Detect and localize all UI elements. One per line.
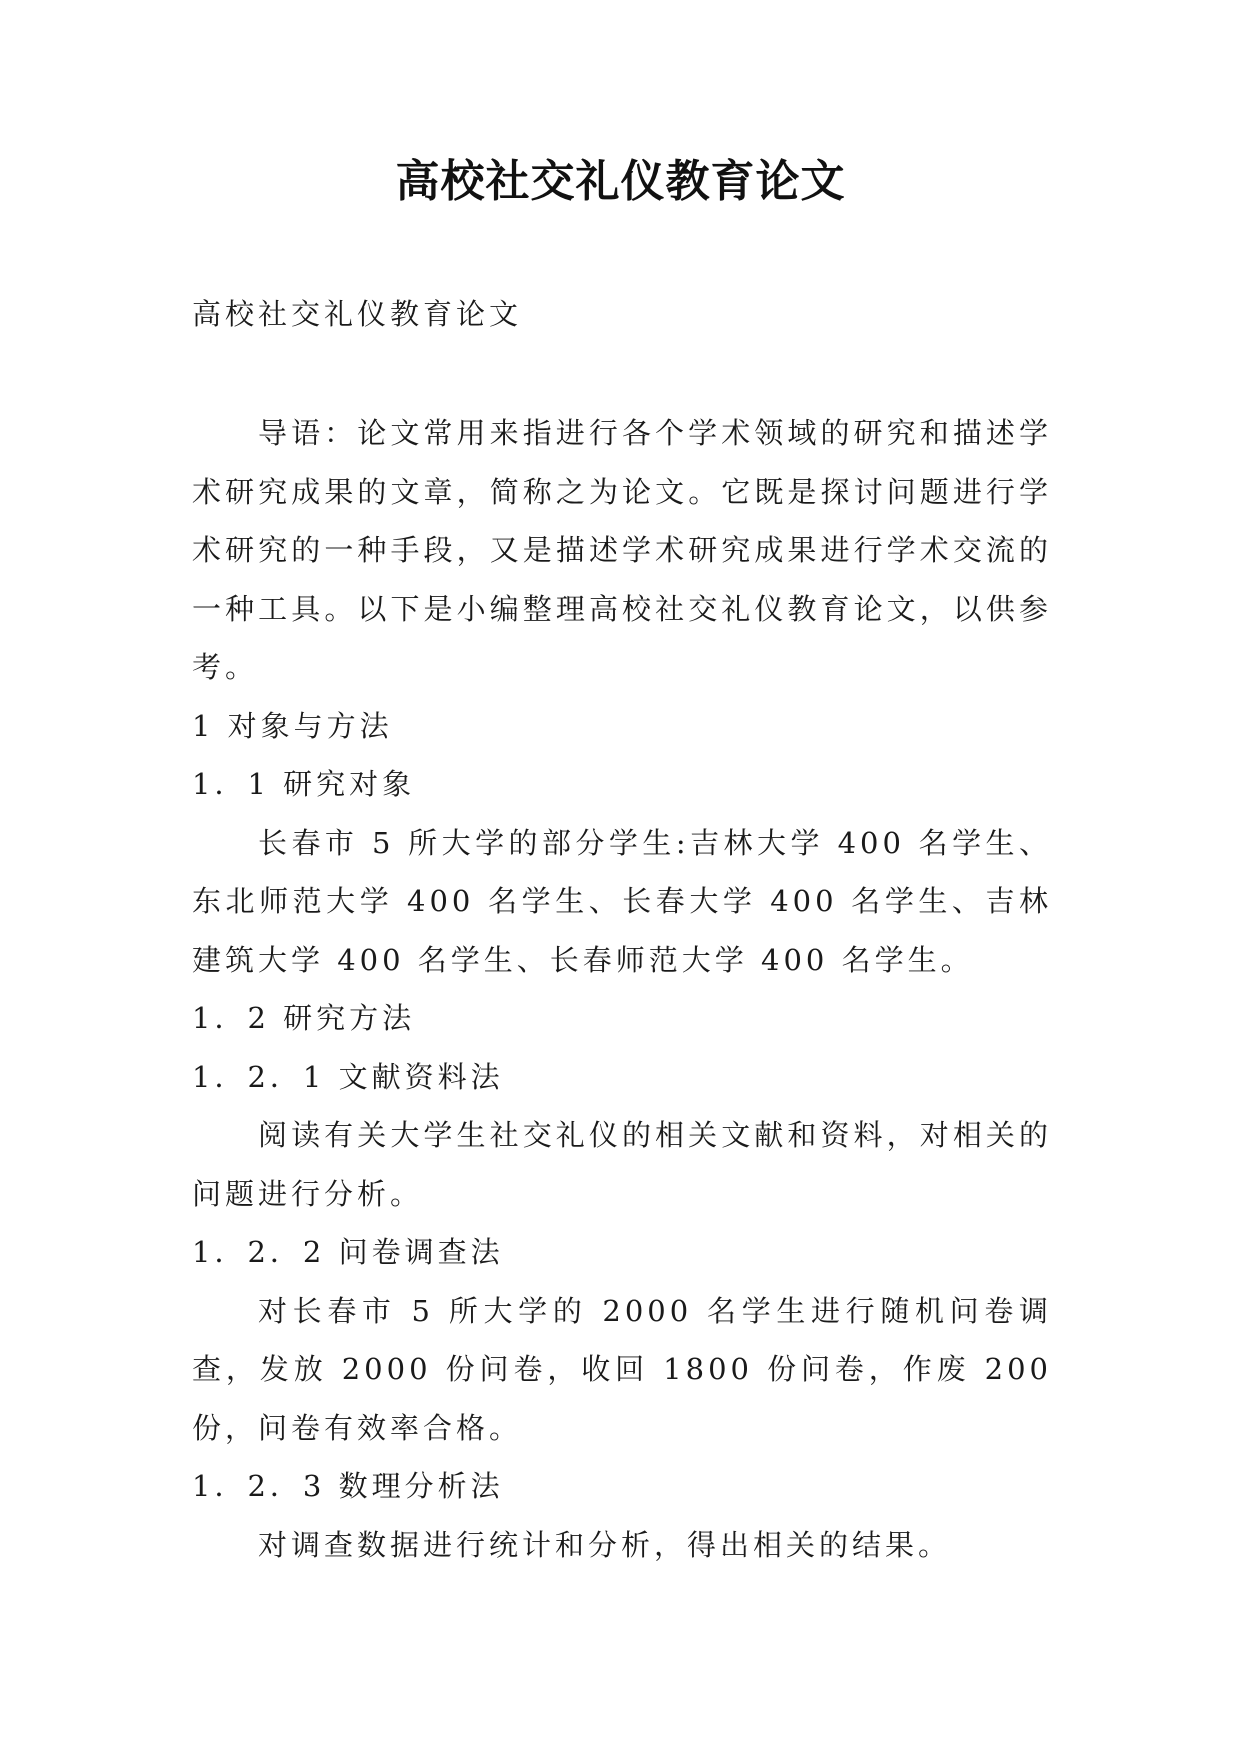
- subsubsection-heading: 1．2．1 文献资料法: [192, 1059, 504, 1094]
- body-paragraph: 阅读有关大学生社交礼仪的相关文献和资料，对相关的问题进行分析。: [192, 1118, 1052, 1211]
- subsubsection-heading: 1．2．3 数理分析法: [192, 1469, 504, 1503]
- document-subtitle: 高校社交礼仪教育论文: [192, 297, 523, 331]
- document-title: 高校社交礼仪教育论文: [395, 156, 846, 207]
- document-body: [192, 404, 1052, 1574]
- body-paragraph: 长春市 5 所大学的部分学生:吉林大学 400 名学生、东北师范大学 400 名学生、长春大学 400 名学生、吉林建筑大学 400 名学生、长春师范大学 400 名学生。: [192, 825, 1052, 977]
- body-paragraph: 对调查数据进行统计和分析，得出相关的结果。: [258, 1527, 952, 1562]
- body-paragraph: 对长春市 5 所大学的 2000 名学生进行随机问卷调查，发放 2000 份问卷，收回 1800 份问卷，作废 200 份，问卷有效率合格。: [192, 1293, 1052, 1445]
- section-heading: 1 对象与方法: [192, 708, 393, 743]
- intro-paragraph: 导语：论文常用来指进行各个学术领域的研究和描述学术研究成果的文章，简称之为论文。它既是探讨问题进行学术研究的一种手段，又是描述学术研究成果进行学术交流的一种工具。以下是小编整理高校社交礼仪教育论文，以供参考。: [192, 416, 1052, 684]
- subsubsection-heading: 1．2．2 问卷调查法: [192, 1235, 504, 1269]
- subsection-heading: 1．2 研究方法: [192, 1001, 416, 1035]
- subsection-heading: 1．1 研究对象: [192, 767, 416, 801]
